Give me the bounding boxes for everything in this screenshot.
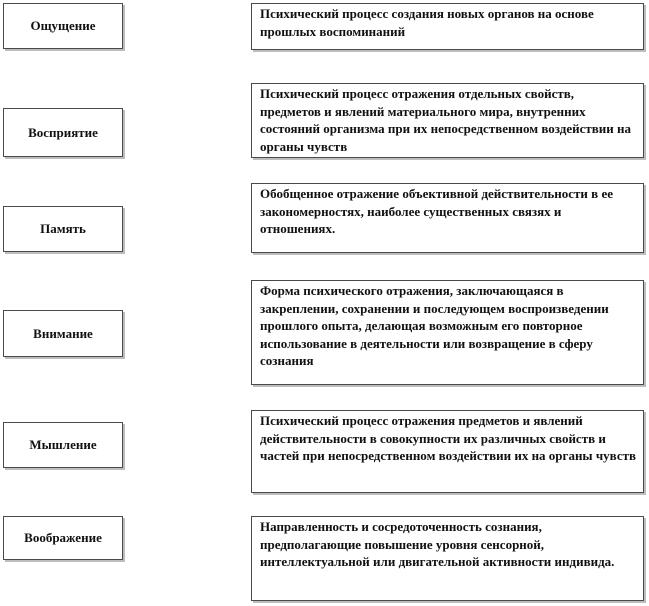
term-box-voobrazhenie: Воображение <box>3 516 123 560</box>
term-box-pamyat: Память <box>3 206 123 252</box>
definition-box-5: Психический процесс отражения предметов и явлений действительности в совокупности их различных свойств и частей при непосредственном воздействии их на органы чувств <box>251 410 644 493</box>
definition-box-4: Форма психического отражения, заключающаяся в закреплении, сохранении и последующем воспроизведении прошлого опыта, делающая возможным его повторное использование в деятельности или возвращение в сферу сознания <box>251 280 644 385</box>
term-box-oshchushchenie: Ощущение <box>3 3 123 49</box>
definition-box-1: Психический процесс создания новых органов на основе прошлых воспоминаний <box>251 3 644 50</box>
term-box-vnimanie: Внимание <box>3 310 123 357</box>
definition-box-6: Направленность и сосредоточенность сознания, предполагающие повышение уровня сенсорной, интеллектуальной или двигательной активности индивида. <box>251 516 644 601</box>
definition-box-3: Обобщенное отражение объективной действительности в ее закономерностях, наиболее существенных связях и отношениях. <box>251 183 644 253</box>
term-box-myshlenie: Мышление <box>3 422 123 468</box>
term-box-vospriyatie: Восприятие <box>3 108 123 157</box>
definition-box-2: Психический процесс отражения отдельных свойств, предметов и явлений материального мира, внутренних состояний организма при их непосредственном воздействии на органы чувств <box>251 83 644 158</box>
